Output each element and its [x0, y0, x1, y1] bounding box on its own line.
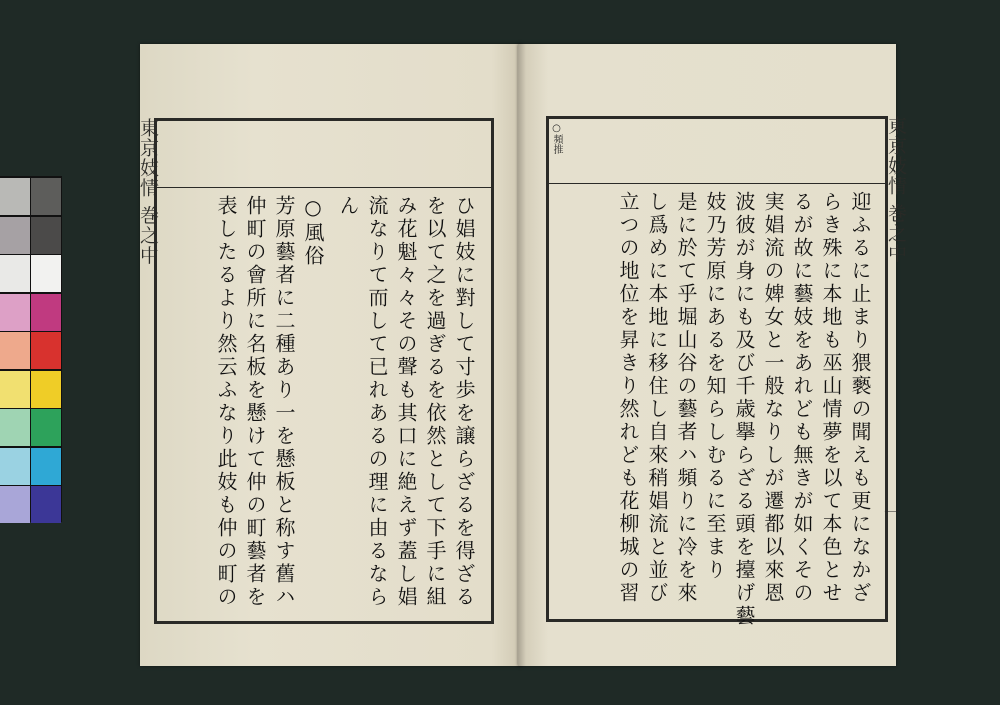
color-swatch	[31, 486, 61, 523]
right-side-title	[883, 116, 910, 263]
open-book	[137, 44, 907, 666]
right-header-rule	[549, 183, 885, 184]
color-swatch	[0, 448, 30, 485]
text-column: 妓乃芳原にあるを知らしむるに至まり	[703, 191, 727, 582]
color-swatch	[31, 332, 61, 369]
text-column: 表したるより然云ふなり此妓も仲の町の	[214, 195, 238, 609]
text-column: 実娼流の婢女と一般なりしが遷都以來恩	[761, 191, 785, 605]
fold-number: 一	[883, 503, 900, 522]
color-swatch	[31, 217, 61, 254]
color-swatch	[0, 178, 30, 215]
color-swatch	[0, 332, 30, 369]
color-swatch	[31, 448, 61, 485]
text-column: み花魁々々その聲も其口に絶えず蓋し娼	[394, 195, 418, 609]
color-swatch	[0, 294, 30, 331]
left-volume-label: 巻之中	[137, 205, 159, 266]
color-swatch	[0, 409, 30, 446]
text-column: 仲町の會所に名板を懸けて仲の町藝者を	[243, 195, 267, 609]
text-column: ○風俗	[301, 195, 325, 268]
color-swatch	[0, 255, 30, 292]
right-ear-label: ○頻推	[551, 123, 562, 154]
right-text-frame	[546, 116, 888, 628]
left-side-title	[135, 118, 162, 265]
color-swatch	[31, 178, 61, 215]
color-swatch	[31, 371, 61, 408]
text-column: ん	[336, 195, 360, 218]
gutter-shadow	[518, 44, 526, 666]
left-header-rule	[157, 187, 491, 188]
left-text-frame	[154, 118, 494, 624]
color-swatch	[31, 255, 61, 292]
text-column: 流なりて而して已れあるの理に由るなら	[365, 195, 389, 609]
right-book-title: 東京妓情	[885, 116, 907, 196]
left-book-title: 東京妓情	[137, 118, 159, 198]
text-column: 立つの地位を昇きり然れども花柳城の習	[616, 191, 640, 605]
left-page	[137, 44, 522, 666]
right-page	[518, 44, 907, 666]
left-text-columns	[214, 195, 475, 615]
text-column: るが故に藝妓をあれども無きが如くその	[790, 191, 814, 605]
color-swatch	[31, 294, 61, 331]
right-volume-label: 巻之中	[885, 203, 907, 264]
text-column: を以て之を過ぎるを依然として下手に組	[423, 195, 447, 609]
text-column: 迎ふるに止まり猥褻の聞えも更になかざ	[848, 191, 872, 605]
text-column: ひ娼妓に對して寸歩を譲らざるを得ざる	[452, 195, 476, 609]
color-checker-strip	[0, 176, 62, 522]
text-column: 波彼が身にも及び千歳擧らざる頭を擡げ藝	[732, 191, 756, 628]
text-column: らき殊に本地も巫山情夢を以て本色とせ	[819, 191, 843, 605]
right-text-columns	[616, 191, 872, 628]
text-column: 是に於て乎堀山谷の藝者ハ頻りに冷を來	[674, 191, 698, 605]
color-swatch	[31, 409, 61, 446]
text-column: 芳原藝者に二種あり一を懸板と称す舊ハ	[272, 195, 296, 609]
color-swatch	[0, 371, 30, 408]
color-swatch	[0, 217, 30, 254]
color-swatch	[0, 486, 30, 523]
text-column: し爲めに本地に移住し自來稍娼流と並び	[645, 191, 669, 605]
